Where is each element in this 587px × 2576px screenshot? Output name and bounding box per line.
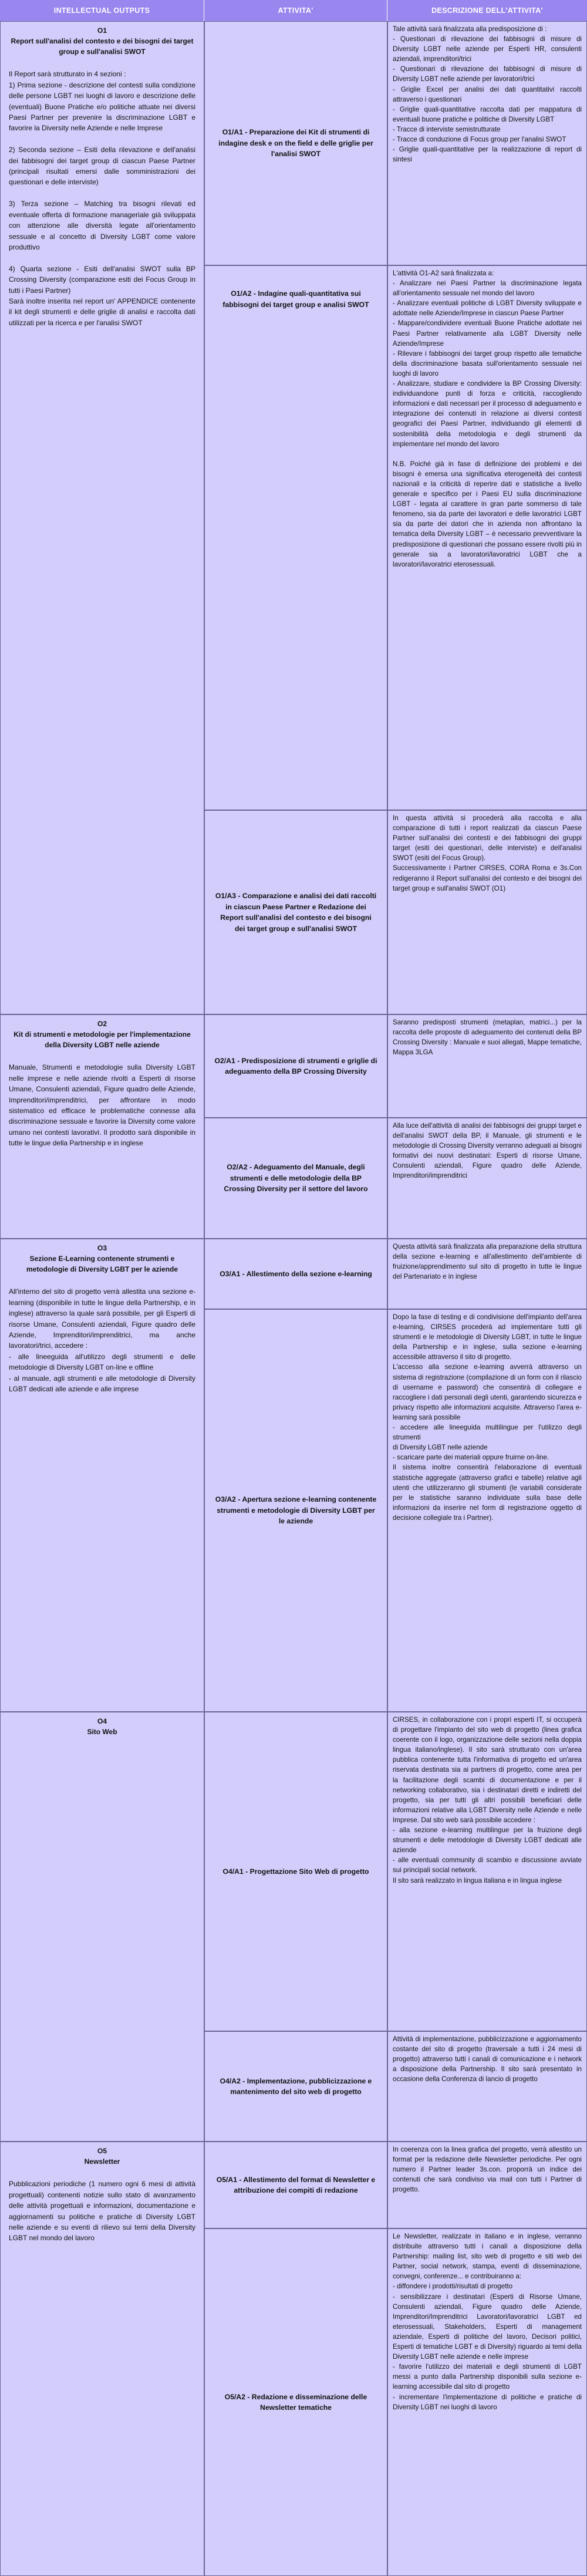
description-o5-a1 bbox=[387, 2142, 587, 2228]
activity-description: CIRSES, in collaborazione con i propri esperti IT, si occuperà di progettare l'impianto del sito web di progetto (linea grafica coerente con il logo, organizzazione delle sezioni nella doppia lingua italiano/inglese). Il sito sarà strutturato con un'area pubblica contenente tutta l'informativa di progetto ed un'area riservata destinata sia ai partners di progetto, come area per la facilitazione degli scambi di documentazione e per il networking collaborativo, sia i destinatari diretti e indiretti del progetto, sia per tutti gli altri possibili beneficiari delle informazioni relative alla LGBT Diversity nelle Aziende e nelle Imprese. Dal sito web sarà possibile accedere : - alla sezione e-learning multilingue per la fruizione degli strumenti e delle metodologie di Diversity LGBT dedicati alle aziende - alle eventuali community di scambio e discussione avviate sui principali social network. Il sito sarà realizzato in lingua italiana e in lingua inglese bbox=[393, 1716, 582, 1884]
header-intellectual-outputs: INTELLECTUAL OUTPUTS bbox=[0, 0, 204, 21]
description-o2-a1 bbox=[387, 1014, 587, 1118]
output-body: Il Report sarà strutturato in 4 sezioni : 1) Prima sezione - descrizione del contesti sulla condizione delle persone LGBT nei luoghi di lavoro e descrizione delle (eventuali) Buone Pratiche e/o politiche attuate nei diversi Paesi Partner per prevenire la discriminazione LGBT e favorire la Diversity nelle Aziende e nelle Imprese 2) Seconda sezione – Esiti della rilevazione e dell'analisi dei fabbisogni dei target group di ciascun Paese Partner (principali risultati emersi dalle somministrazioni dei questionari e delle interviste) 3) Terza sezione – Matching tra bisogni rilevati ed eventuale offerta di formazione manageriale già sviluppata con attenzione alle diversità legate all'orientamento sessuale e al concetto di Diversity LGBT come valore produttivo 4) Quarta sezione - Esiti dell'analisi SWOT sulla BP Crossing Diversity (comparazione esiti dei Focus Group in tutti i Paesi Partner) Sarà inoltre inserita nel report un' APPENDICE contenente il kit degli strumenti e delle griglie di analisi e raccolta dati utilizzati per la ricerca e per l'analisi SWOT bbox=[9, 70, 195, 327]
activity-description: Attività di implementazione, pubblicizzazione e aggiornamento costante del sito di progetto (traversale a tutti i 24 mesi di progetto) attraverso tutti i canali di comunicazione e i network a disposizione della Partnership. Il sito sarà presentato in occasione della Conferenza di lancio di progetto bbox=[393, 2035, 582, 2083]
description-o1-a1 bbox=[387, 21, 587, 265]
activity-o1-a2 bbox=[204, 265, 387, 810]
activity-description: In coerenza con la linea grafica del progetto, verrà allestito un format per la redazione delle Newsletter periodiche. Per ogni numero il Partner leader 3s.con. proporrà un indice dei contenuti che sarà condiviso via mail con tutti i Partner di progetto. bbox=[393, 2146, 582, 2194]
activity-o3-a2 bbox=[204, 1309, 387, 1712]
header-activity: ATTIVITA' bbox=[204, 0, 387, 21]
activity-label: O2/A2 - Adeguamento del Manuale, degli strumenti e delle metodologie della BP Crossing Diversity per il settore del lavoro bbox=[224, 1163, 368, 1193]
output-o2 bbox=[0, 1014, 204, 1239]
output-code: O4 bbox=[97, 1717, 107, 1725]
activity-label: O4/A2 - Implementazione, pubblicizzazione e mantenimento del sito web di progetto bbox=[220, 2076, 372, 2096]
activity-description: Questa attività sarà finalizzata alla preparazione della struttura della sezione e-learning e all'allestimento dell'ambiente di fruizione/apprendimento sul sito di progetto in tutte le lingue del Partenariato e in inglese bbox=[393, 1243, 582, 1281]
description-o1-a3 bbox=[387, 810, 587, 1014]
activity-o1-a3 bbox=[204, 810, 387, 1014]
description-o2-a2 bbox=[387, 1118, 587, 1239]
activity-o2-a2 bbox=[204, 1118, 387, 1239]
activity-o5-a2 bbox=[204, 2228, 387, 2576]
output-title: Report sull'analisi del contesto e dei bisogni dei target group e sull'analisi SWOT bbox=[11, 37, 194, 56]
activity-label: O5/A2 - Redazione e disseminazione delle Newsletter tematiche bbox=[224, 2392, 367, 2412]
activity-description: In questa attività si procederà alla raccolta e alla comparazione di tutti i report realizzati da ciascun Paese Partner sull'analisi dei contesti e dei fabbisogni dei gruppi target (esiti dei questionari, delle interviste) e dell'analisi SWOT (esiti del Focus Group). Successivamente i Partner CIRSES, CORA Roma e 3s.Con redigeranno il Report sull'analisi del contesto e dei bisogni dei target group e sull'analisi SWOT (O1) bbox=[393, 814, 582, 892]
activity-o2-a1 bbox=[204, 1014, 387, 1118]
output-code: O2 bbox=[97, 1020, 107, 1028]
output-body: Pubblicazioni periodiche (1 numero ogni 6 mesi di attività progettuali) contenenti notizie sullo stato di avanzamento delle attività progettuali e informazioni, documentazione e aggiornamenti su politiche e pratiche di Diversity LGBT nelle aziende e su eventi di rilievo sui temi della Diversity LGBT nel mondo del lavoro bbox=[9, 2180, 195, 2243]
description-o3-a2 bbox=[387, 1309, 587, 1712]
activity-o5-a1 bbox=[204, 2142, 387, 2228]
activity-o4-a2 bbox=[204, 2031, 387, 2142]
activity-label: O1/A2 - Indagine quali-quantitativa sui fabbisogni dei target group e analisi SWOT bbox=[222, 289, 369, 309]
description-o4-a2 bbox=[387, 2031, 587, 2142]
description-o1-a2 bbox=[387, 265, 587, 810]
activity-label: O5/A1 - Allestimento del format di Newsletter e attribuzione dei compiti di redazione bbox=[216, 2175, 376, 2194]
output-o4 bbox=[0, 1712, 204, 2142]
output-title: Newsletter bbox=[84, 2157, 120, 2166]
output-title: Sito Web bbox=[87, 1728, 117, 1736]
output-title: Kit di strumenti e metodologie per l'implementazione della Diversity LGBT nelle aziende bbox=[14, 1030, 191, 1049]
description-o4-a1 bbox=[387, 1712, 587, 2031]
activity-description: Le Newsletter, realizzate in italiano e in inglese, verranno distribuite attraverso tutti i canali a disposizione della Partnership: mailing list, sito web di progetto e siti web dei Partner, social network, stampa, eventi di disseminazione, convegni, conferenze... e contribuiranno a: - diffondere i prodotti/risultati di progetto - sensibilizzare i destinatari (Esperti di Risorse Umane, Consulenti aziendali, Figure quadro delle Aziende, Imprenditori/Imprenditrici Lavoratori/lavoratrici LGBT ed eterosessuali, Stakeholders, Esperti di management aziendale, Esperti di politiche del lavoro, Decisori politici, Esperti di tematiche LGBT e di Diversity) riguardo ai temi della Diversity LGBT nelle aziende e nelle imprese - favorire l'utilizzo dei materiali e degli strumenti di LGBT messi a punto dalla Partnership disponibili sulla sezione e-learning accessibile dal sito di progetto - incrementare l'implementazione di politiche e pratiche di Diversity LGBT nei luoghi di lavoro bbox=[393, 2233, 582, 2411]
output-body: Manuale, Strumenti e metodologie sulla Diversity LGBT nelle imprese e nelle aziende rivolti a Esperti di risorse Umane, Consulenti aziendali, Figure quadro delle Aziende, Imprenditori/imprenditrici, per affrontare in modo sistematico ed efficace le problematiche connesse alla discriminazione sessuale e favorire la Diversity come valore umano nei contesti lavorativi. Il prodotto sarà disponibile in tutte le lingue della Partnership e in inglese bbox=[9, 1063, 195, 1148]
activity-label: O1/A3 - Comparazione e analisi dei dati raccolti in ciascun Paese Partner e Redazione dei Report sull'analisi del contesto e dei bisogni dei target group e sull'analisi SWOT bbox=[215, 892, 377, 933]
activity-description: Tale attività sarà finalizzata alla predisposizione di : - Questionari di rilevazione dei fabbisogni di misure di Diversity LGBT nelle aziende per Esperti HR, consulenti aziendali, imprenditori/trici - Questionari di rilevazione dei fabbisogni di misure di Diversity LGBT nelle aziende per lavoratori/trici - Griglie Excel per analisi dei dati quantitativi raccolti attraverso i questionari - Griglie quali-quantitative raccolta dati per mappatura di eventuali buone pratiche e politiche di Diversity LGBT - Tracce di interviste semistrutturate - Tracce di conduzione di Focus group per l'analisi SWOT - Griglie quali-quantitative per la realizzazione di report di sintesi bbox=[393, 25, 582, 164]
activity-description: Saranno predisposti strumenti (metaplan, matrici...) per la raccolta delle proposte di adeguamento dei contenuti della BP Crossing Diversity : Manuale e suoi allegati, Mappe tematiche, Mappa 3LGA bbox=[393, 1019, 582, 1057]
activity-label: O4/A1 - Progettazione Sito Web di progetto bbox=[222, 1867, 369, 1876]
activity-label: O2/A1 - Predisposizione di strumenti e griglie di adeguamento della BP Crossing Diversity bbox=[214, 1056, 377, 1075]
output-code: O3 bbox=[97, 1244, 107, 1252]
output-code: O1 bbox=[97, 26, 107, 35]
activity-o3-a1 bbox=[204, 1239, 387, 1309]
description-o3-a1 bbox=[387, 1239, 587, 1309]
activity-description: Alla luce dell'attività di analisi dei fabbisogni dei gruppi target e dell'analisi SWOT della BP, il Manuale, gli strumenti e le metodologie di Crossing Diversity verranno adeguati ai bisogni formativi dei nuovi destinatari: Esperti di risorse Umane, Consulenti aziendali, Figure quadro delle Aziende, Imprenditori/imprenditrici bbox=[393, 1122, 582, 1180]
activity-label: O3/A2 - Apertura sezione e-learning contenente strumenti e metodologie di Diversity LGBT per le aziende bbox=[215, 1495, 377, 1526]
activity-label: O3/A1 - Allestimento della sezione e-learning bbox=[220, 1269, 372, 1278]
output-title: Sezione E-Learning contenente strumenti e metodologie di Diversity LGBT per le aziende bbox=[26, 1255, 178, 1273]
output-o1 bbox=[0, 21, 204, 1014]
header-activity-description: DESCRIZIONE DELL'ATTIVITA' bbox=[387, 0, 587, 21]
output-o3 bbox=[0, 1239, 204, 1712]
output-code: O5 bbox=[97, 2147, 107, 2155]
activity-description: Dopo la fase di testing e di condivisione dell'impianto dell'area e-learning, CIRSES procederà ad implementare tutti gli strumenti e le metodologie di Diversity LGBT, in tutte le lingue della Partnership e in inglese, sulla sezione e-learning accessibile attraverso il sito di progetto. L'accesso alla sezione e-learning avverrà attraverso un sistema di registrazione (compilazione di un form con il rilascio di username e password) che consentirà di collegare e raccogliere i dati personali degli utenti, garantendo sicurezza e privacy rispetto alle informazioni acquisite. Attraverso l'area e-learning sarà possibile - accedere alle lineeguida multilingue per l'utilizzo degli strumenti di Diversity LGBT nelle aziende - scaricare parte dei materiali oppure fruirne on-line. Il sistema inoltre consentirà l'elaborazione di eventuali statistiche aggregate (attraverso grafici e tabelle) relative agli utenti che utilizzeranno gli strumenti (le variabili considerate per le statistiche saranno individuate sulla base delle informazioni da inserire nel form di registrazione oggetto di decisione collegiale tra i Partner). bbox=[393, 1313, 582, 1522]
activity-label: O1/A1 - Preparazione dei Kit di strumenti di indagine desk e on the field e delle griglie per l'analisi SWOT bbox=[218, 128, 373, 159]
activity-o4-a1 bbox=[204, 1712, 387, 2031]
output-o5 bbox=[0, 2142, 204, 2576]
activity-description: L'attività O1-A2 sarà finalizzata a: - Analizzare nei Paesi Partner la discriminazione legata all'orientamento sessuale nel mondo del lavoro - Analizzare eventuali politiche di LGBT Diversity sviluppate e adottate nelle Aziende/Imprese in ciascun Paese Partner - Mappare/condividere eventuali Buone Pratiche adottate nei Paesi Partner relativamente alla LGBT Diversity nelle Aziende/Imprese - Rilevare i fabbisogni dei target group rispetto alle tematiche della discriminazione basata sull'orientamento sessuale nei luoghi di lavoro - Analizzare, studiare e condividere la BP Crossing Diversity: individuandone punti di forza e criticità, raccogliendo informazioni e dati necessari per il processo di adeguamento e integrazione dei contenuti in relazione ai diversi contesti geografici dei Paesi Partner, individuando gli elementi di sostenibilità della metodologia e degli strumenti da implementare nel mondo del lavoro N.B. Poiché già in fase di definizione dei problemi e dei bisogni è emersa una significativa eterogeneità dei contesti nazionali e la criticità di reperire dati e statistiche a livello generale e specifico per i Paesi EU sulla discriminazione LGBT - legata al carattere in gran parte sommerso di tale fenomeno, sia da parte dei lavoratori e delle lavoratrici LGBT sia da parte dei datori che in azienda non affrontano la tematica della Diversity LGBT – è necessario prevventivare la predisposizione di questionari che possano essere rivolti più in generale sia a lavoratori/lavoratrici LGBT che a lavoratori/lavoratrici eterosessuali. bbox=[393, 269, 582, 568]
activity-o1-a1 bbox=[204, 21, 387, 265]
output-body: All'interno del sito di progetto verrà allestita una sezione e-learning (disponibile in tutte le lingue della Partnership, e in inglese) attraverso la quale sarà possibile, per gli Esperti di risorse Umane, Consulenti aziendali, Figure quadro delle Aziende, Imprenditori/imprenditrici, ma anche lavoratori/trici, accedere : - alle lineeguida all'utilizzo degli strumenti e delle metodologie di Diversity LGBT on-line e offline - al manuale, agli strumenti e alle metodologie di Diversity LGBT dedicati alle aziende e alle imprese bbox=[9, 1287, 195, 1394]
description-o5-a2 bbox=[387, 2228, 587, 2576]
